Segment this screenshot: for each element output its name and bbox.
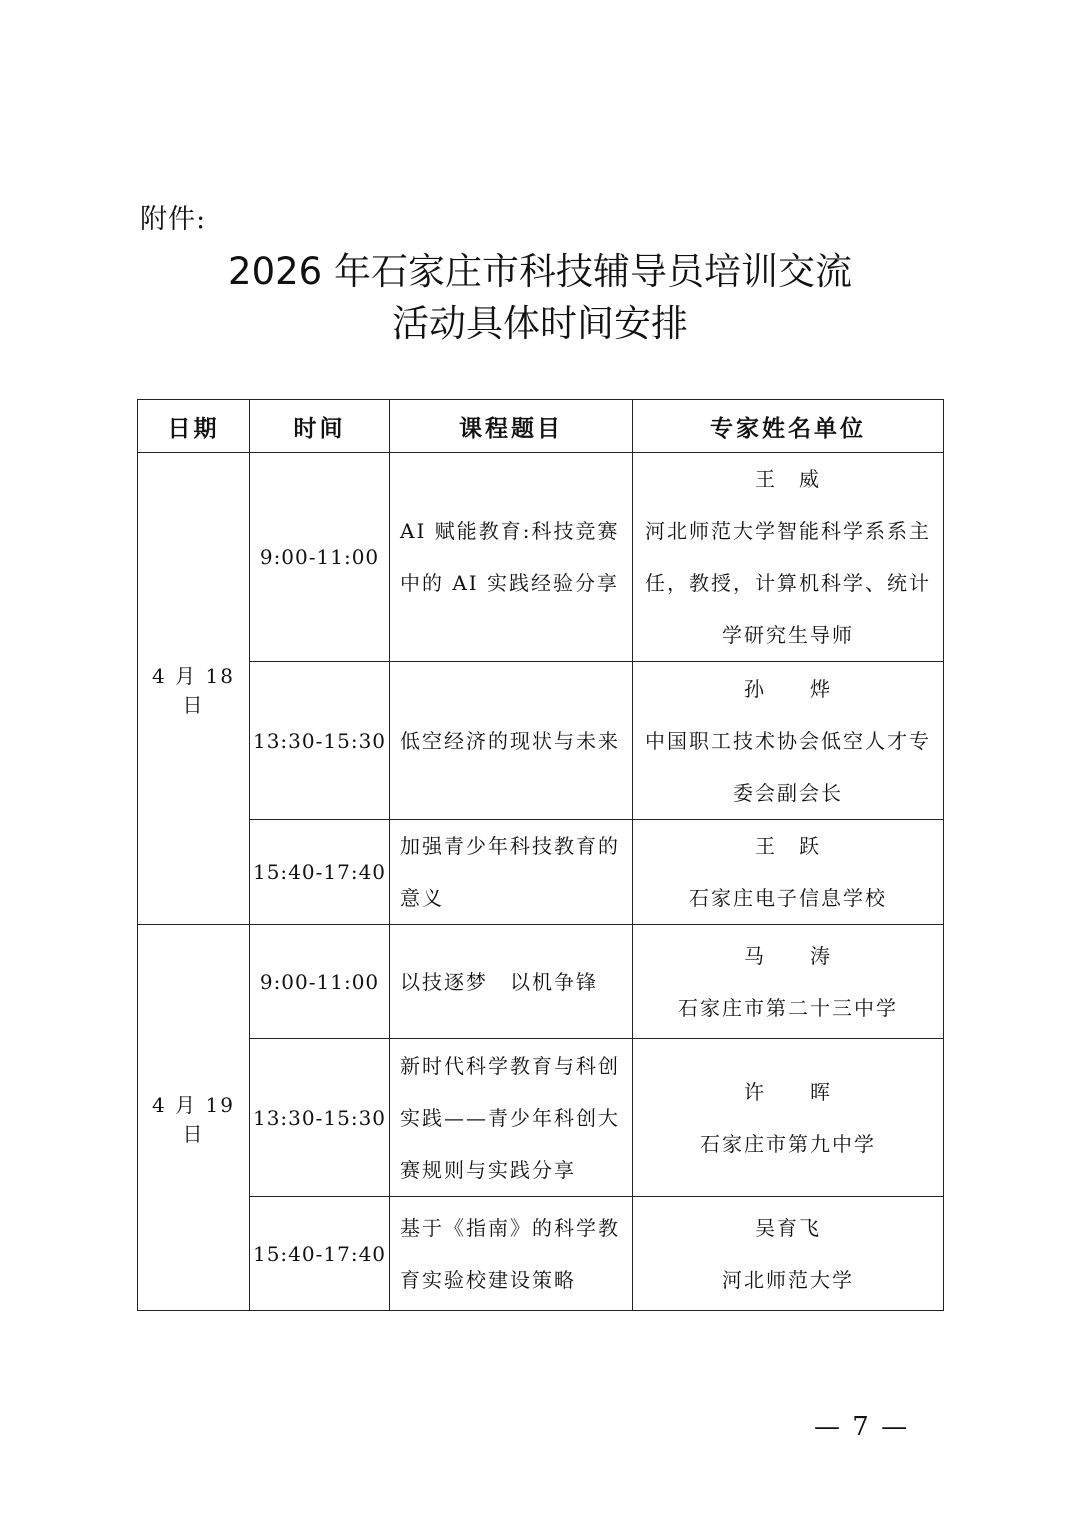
table-row — [138, 1197, 944, 1311]
expert-affiliation: 中国职工技术协会低空人才专委会副会长 — [645, 728, 931, 805]
time-cell: 13:30-15:30 — [250, 1039, 390, 1197]
expert-name: 王 威 — [755, 467, 821, 491]
expert-name: 吴育飞 — [755, 1215, 821, 1240]
expert-affiliation: 石家庄市第二十三中学 — [678, 995, 898, 1020]
course-cell: 基于《指南》的科学教育实验校建设策略 — [390, 1197, 633, 1311]
course-cell: 低空经济的现状与未来 — [390, 662, 633, 820]
date-cell: 4 月 19 日 — [138, 925, 250, 1311]
schedule-table — [137, 399, 944, 1311]
expert-cell — [633, 820, 944, 925]
expert-name: 王 跃 — [755, 834, 821, 858]
table-row — [138, 1039, 944, 1197]
title-line-2: 活动具体时间安排 — [392, 302, 688, 345]
header-expert: 专家姓名单位 — [633, 400, 944, 453]
header-date: 日期 — [138, 400, 250, 453]
time-cell: 15:40-17:40 — [250, 1197, 390, 1311]
expert-affiliation: 石家庄市第九中学 — [700, 1131, 876, 1156]
table-row — [138, 662, 944, 820]
expert-name: 许 晖 — [744, 1079, 832, 1104]
table-row — [138, 453, 944, 662]
course-cell: AI 赋能教育:科技竞赛中的 AI 实践经验分享 — [390, 453, 633, 662]
course-cell: 加强青少年科技教育的意义 — [390, 820, 633, 925]
table-row — [138, 925, 944, 1039]
expert-cell — [633, 1039, 944, 1197]
expert-cell — [633, 925, 944, 1039]
time-cell: 9:00-11:00 — [250, 925, 390, 1039]
course-cell: 以技逐梦 以机争锋 — [390, 925, 633, 1039]
header-time: 时间 — [250, 400, 390, 453]
course-cell: 新时代科学教育与科创实践——青少年科创大赛规则与实践分享 — [390, 1039, 633, 1197]
expert-cell — [633, 453, 944, 662]
expert-affiliation: 河北师范大学智能科学系系主任，教授，计算机科学、统计学研究生导师 — [645, 519, 931, 647]
time-cell: 13:30-15:30 — [250, 662, 390, 820]
table-header-row — [138, 400, 944, 453]
expert-affiliation: 石家庄电子信息学校 — [689, 886, 887, 910]
header-course: 课程题目 — [390, 400, 633, 453]
expert-cell — [633, 1197, 944, 1311]
page-number: — 7 — — [814, 1412, 910, 1442]
expert-affiliation: 河北师范大学 — [722, 1267, 854, 1292]
title-line-1: 2026 年石家庄市科技辅导员培训交流 — [228, 250, 852, 293]
attachment-label: 附件: — [140, 204, 207, 235]
document-title — [0, 246, 1080, 350]
table-row — [138, 820, 944, 925]
date-cell: 4 月 18 日 — [138, 453, 250, 925]
expert-cell — [633, 662, 944, 820]
expert-name: 孙 烨 — [744, 676, 832, 701]
expert-name: 马 涛 — [744, 943, 832, 968]
time-cell: 9:00-11:00 — [250, 453, 390, 662]
time-cell: 15:40-17:40 — [250, 820, 390, 925]
